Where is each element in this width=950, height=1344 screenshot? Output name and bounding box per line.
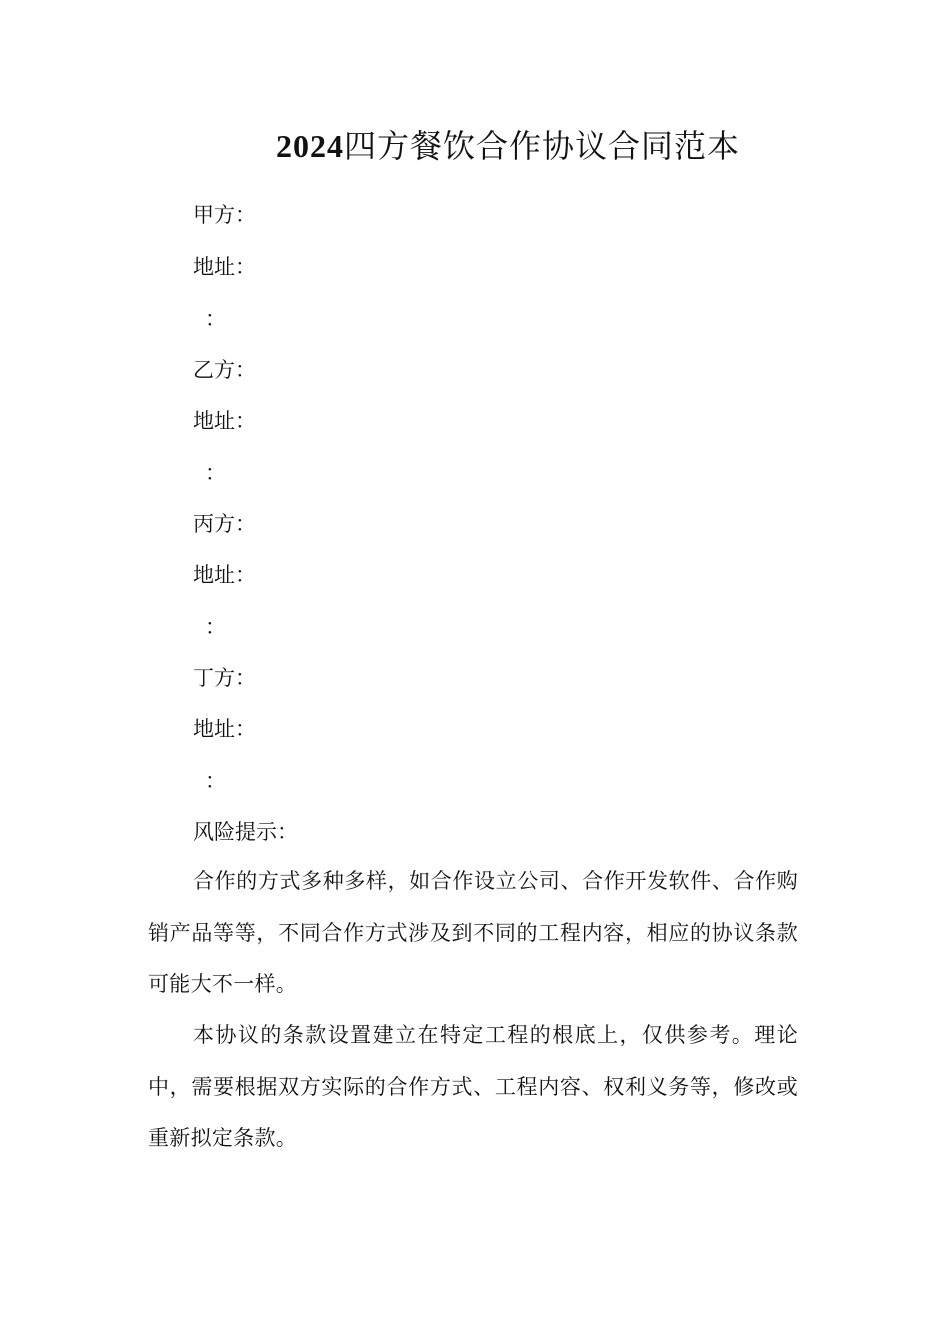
document-title bbox=[0, 120, 950, 172]
party-b-address: 地址： bbox=[193, 409, 256, 433]
risk-heading: 风险提示： bbox=[193, 820, 298, 844]
party-d-address: 地址： bbox=[193, 717, 256, 741]
party-d-label: 丁方： bbox=[193, 666, 256, 690]
party-b-extra: ： bbox=[205, 461, 226, 485]
party-a-extra: ： bbox=[205, 307, 226, 331]
risk-paragraph-1: 合作的方式多种多样，如合作设立公司、合作开发软件、合作购销产品等等，不同合作方式涉及到不同的工程内容，相应的协议条款可能大不一样。 bbox=[148, 869, 798, 996]
party-a-label: 甲方： bbox=[193, 203, 256, 227]
party-a-address: 地址： bbox=[193, 255, 256, 279]
party-c-address: 地址： bbox=[193, 563, 256, 587]
title-text: 四方餐饮合作协议合同范本 bbox=[343, 127, 740, 165]
party-b-label: 乙方： bbox=[193, 358, 256, 382]
party-c-label: 丙方： bbox=[193, 512, 256, 536]
party-d-extra: ： bbox=[205, 769, 226, 793]
risk-paragraph-2: 本协议的条款设置建立在特定工程的根底上，仅供参考。理论中，需要根据双方实际的合作方式、工程内容、权利义务等，修改或重新拟定条款。 bbox=[148, 1023, 798, 1150]
title-year: 2024 bbox=[275, 128, 344, 164]
party-c-extra: ： bbox=[205, 615, 226, 639]
